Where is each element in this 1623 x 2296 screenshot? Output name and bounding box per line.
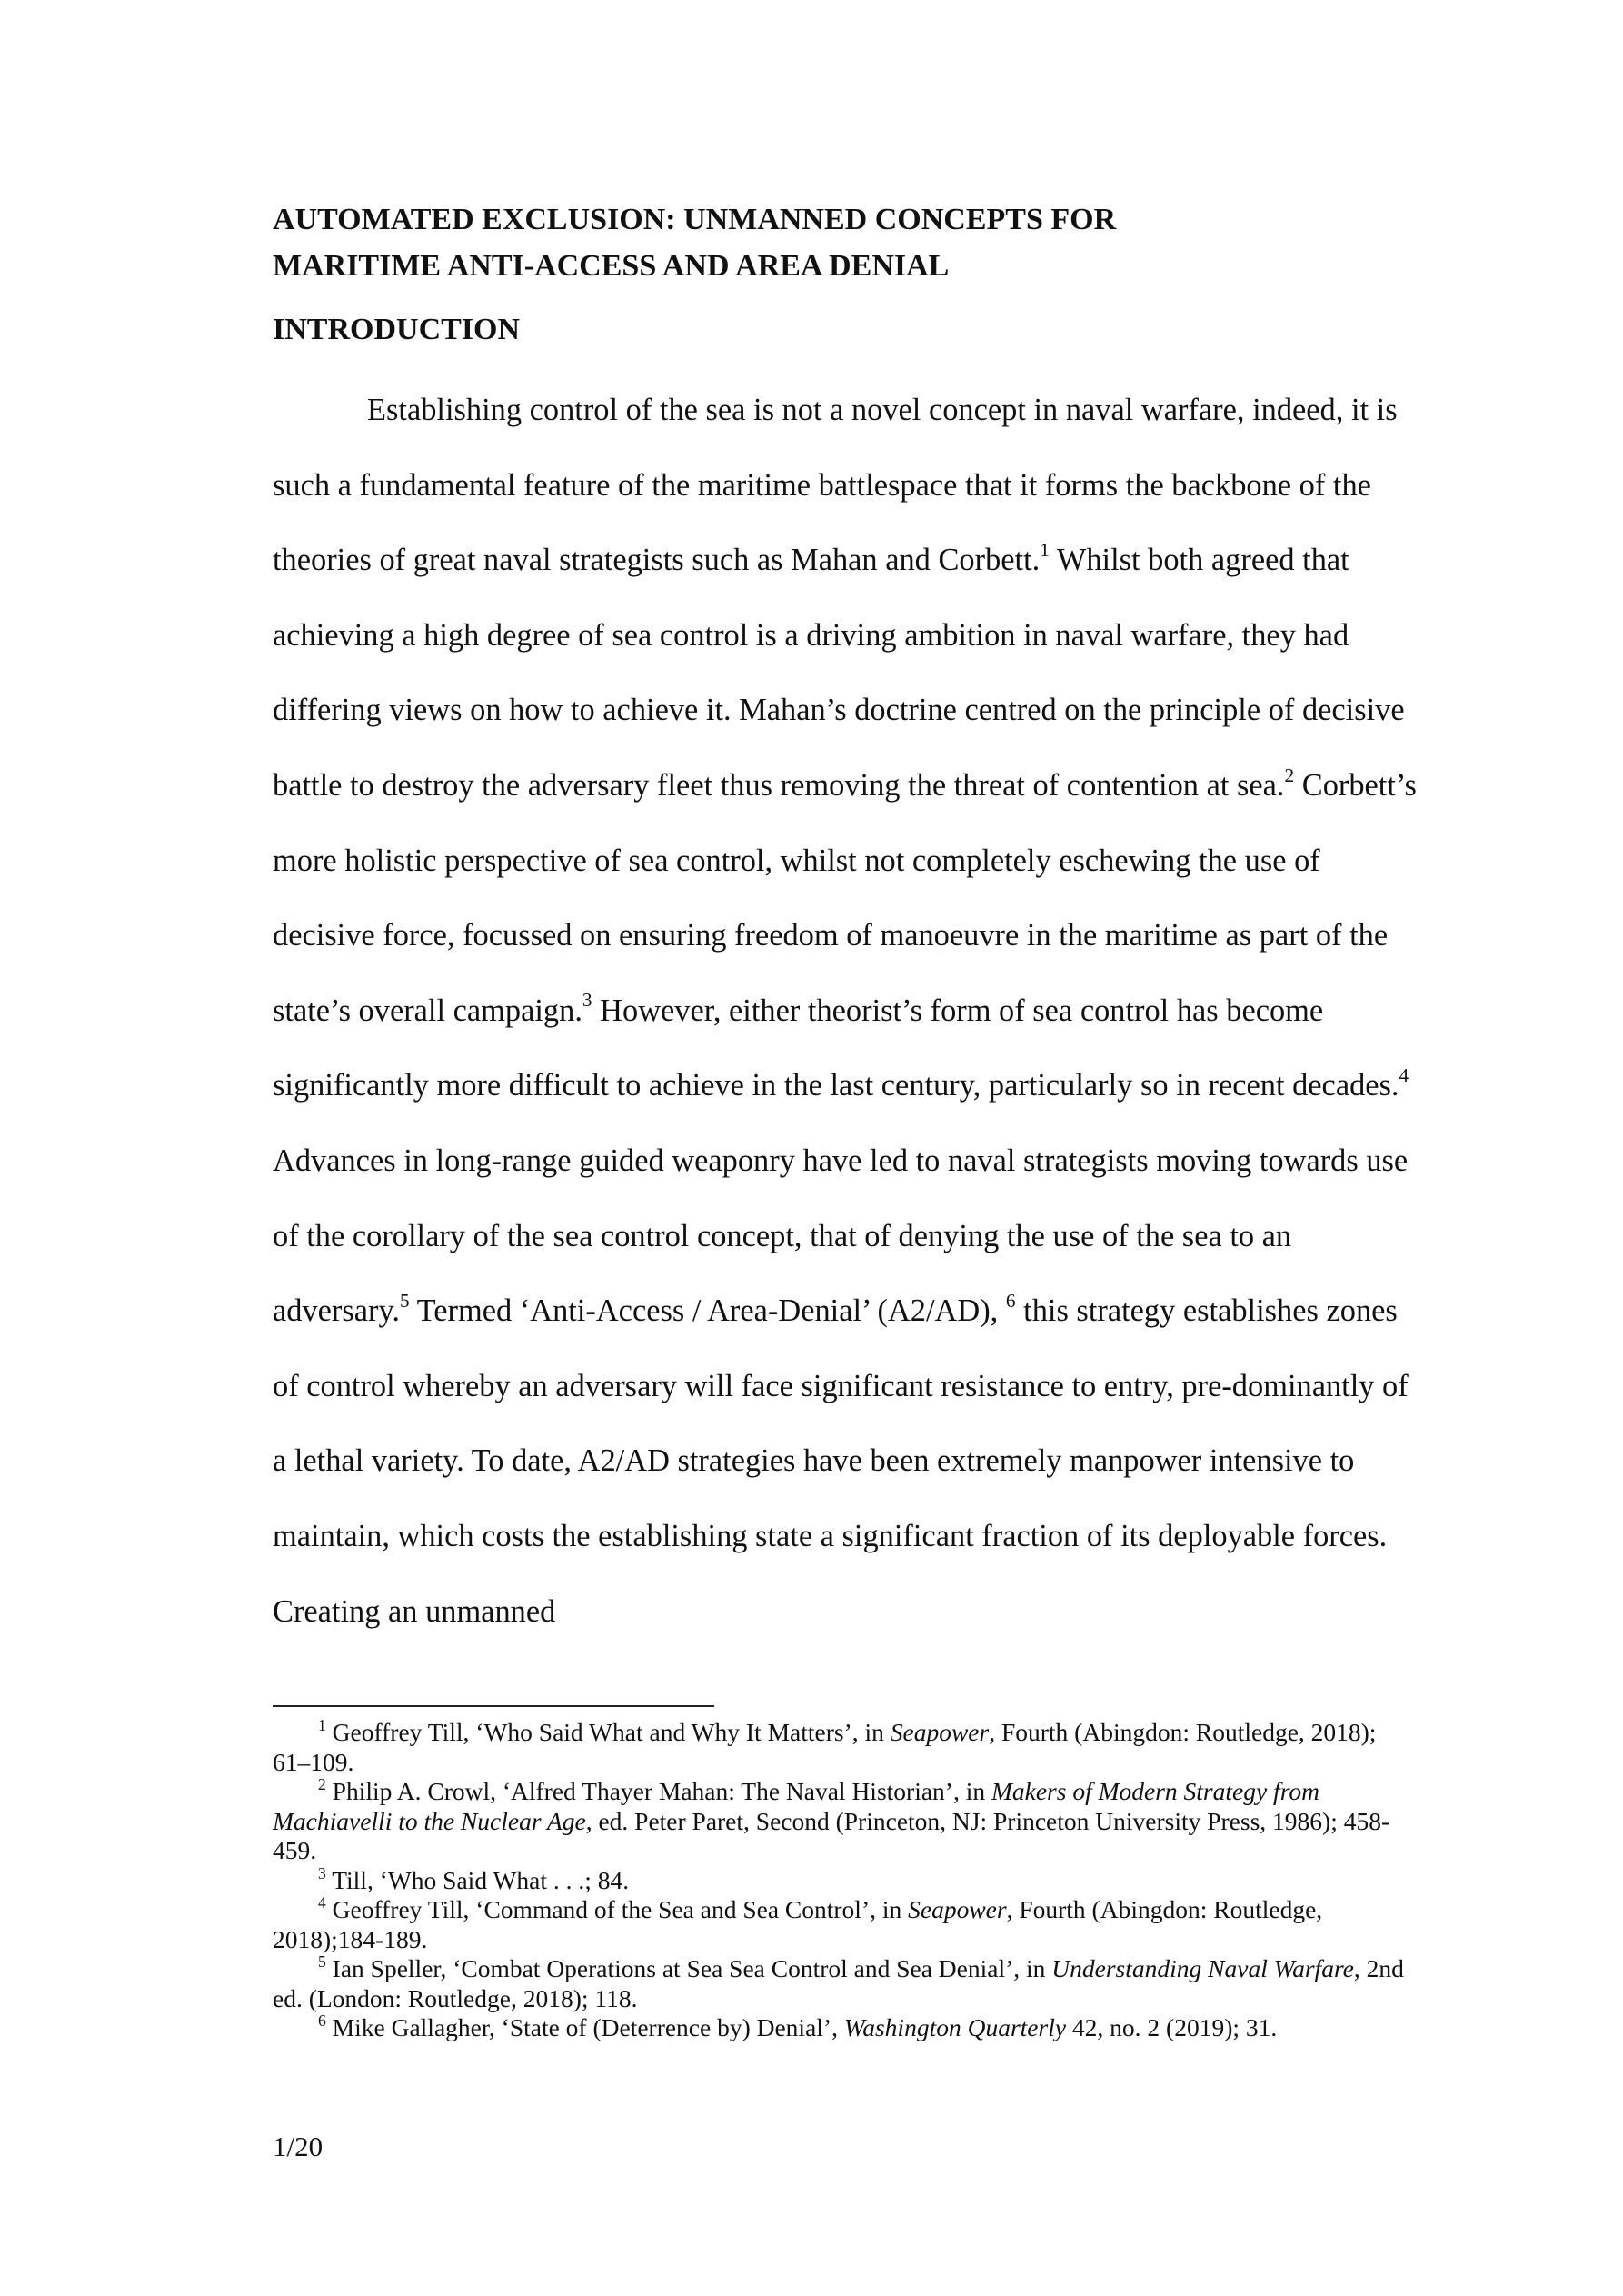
- footnote-text: Mike Gallagher, ‘State of (Deterrence by) Denial’,: [332, 2013, 844, 2041]
- footnote-ref: 5: [400, 1289, 410, 1312]
- footnote-5: [273, 1954, 1419, 2013]
- footnote-separator: [273, 1705, 714, 1707]
- footnote-3: [273, 1863, 1419, 1896]
- title-line-2: MARITIME ANTI-ACCESS AND AREA DENIAL: [273, 249, 950, 283]
- body-paragraph: [273, 373, 1419, 1649]
- body-text: Establishing control of the sea is not a novel concept in naval warfare, indeed, it is such a fundamental feature of the maritime battlespace that it forms the backbone of the theories of great naval strategists such as Mahan and Corbett.: [273, 393, 1398, 578]
- footnote-text: 42, no. 2 (2019); 31.: [1066, 2013, 1278, 2041]
- footnote-text: , Fourth (Abingdon: Routledge, 2018);184-189.: [273, 1895, 1323, 1953]
- footnote-number: 1: [318, 1716, 326, 1735]
- footnote-text: Geoffrey Till, ‘Command of the Sea and Sea Control’, in: [332, 1895, 909, 1923]
- footnote-ref: 1: [1040, 538, 1050, 561]
- footnote-1: [273, 1718, 1419, 1777]
- page-number: 1/20: [273, 2131, 324, 2162]
- footnote-italic-title: Seapower: [890, 1718, 990, 1746]
- paper-title: [273, 196, 1454, 289]
- footnote-4: [273, 1895, 1419, 1954]
- footnotes: [273, 1718, 1419, 2043]
- footnote-ref: 6: [1005, 1289, 1016, 1312]
- footnote-number: 2: [318, 1775, 326, 1794]
- footnote-ref: 2: [1284, 764, 1295, 786]
- footnote-ref: 4: [1399, 1064, 1409, 1086]
- footnote-text: Till, ‘Who Said What . . .; 84.: [332, 1865, 630, 1894]
- footnote-number: 3: [318, 1863, 326, 1882]
- footnote-text: Ian Speller, ‘Combat Operations at Sea Sea Control and Sea Denial’, in: [332, 1954, 1052, 1982]
- body-text: However, either theorist’s form of sea control has become significantly more difficult to achieve in the last century, particularly so in recent decades.: [273, 993, 1399, 1103]
- footnote-2: [273, 1777, 1419, 1866]
- body-text: this strategy establishes zones of control whereby an adversary will face significant resistance to entry, pre-dominantly of a lethal variety. To date, A2/AD strategies have been extremely manpower intensive to maintain, which costs the establishing state a significant fraction of its deployable forces. Creating an unmanned: [273, 1293, 1409, 1629]
- body-text: Termed ‘Anti-Access / Area-Denial’ (A2/AD),: [409, 1293, 1006, 1329]
- footnote-text: , ed. Peter Paret, Second (Princeton, NJ: Princeton University Press, 1986); 458-459.: [273, 1806, 1390, 1864]
- footnote-italic-title: Washington Quarterly: [843, 2013, 1067, 2041]
- footnote-text: Geoffrey Till, ‘Who Said What and Why It Matters’, in: [332, 1718, 891, 1746]
- footnote-number: 4: [318, 1893, 326, 1912]
- footnote-italic-title: Makers of Modern Strategy from Machiavelli to the Nuclear Age: [273, 1777, 1319, 1835]
- footnote-number: 6: [318, 2011, 326, 2031]
- title-line-1: AUTOMATED EXCLUSION: UNMANNED CONCEPTS FOR: [273, 203, 1117, 236]
- footnote-italic-title: Seapower: [908, 1895, 1007, 1923]
- footnote-ref: 3: [582, 989, 592, 1012]
- footnote-text: , Fourth (Abingdon: Routledge, 2018); 61–109.: [273, 1718, 1377, 1776]
- footnote-text: , 2nd ed. (London: Routledge, 2018); 118.: [273, 1954, 1404, 2012]
- footnote-6: [273, 2013, 1419, 2043]
- body-text: Advances in long-range guided weaponry have led to naval strategists moving towards use of the corollary of the sea control concept, that of denying the use of the sea to an adversary.: [273, 1143, 1409, 1329]
- footnote-number: 5: [318, 1952, 326, 1972]
- section-heading: INTRODUCTION: [273, 313, 521, 346]
- body-text: Whilst both agreed that achieving a high degree of sea control is a driving ambition in naval warfare, they had differing views on how to achieve it. Mahan’s doctrine centred on the principle of decisive battle to destroy the adversary fleet thus removing the threat of contention at sea.: [273, 543, 1405, 803]
- footnote-italic-title: Understanding Naval Warfare: [1051, 1954, 1354, 1982]
- body-text: Corbett’s more holistic perspective of sea control, whilst not completely eschewing the use of decisive force, focussed on ensuring freedom of manoeuvre in the maritime as part of the state’s overall campaign.: [273, 767, 1417, 1028]
- footnote-text: Philip A. Crowl, ‘Alfred Thayer Mahan: The Naval Historian’, in: [332, 1777, 991, 1805]
